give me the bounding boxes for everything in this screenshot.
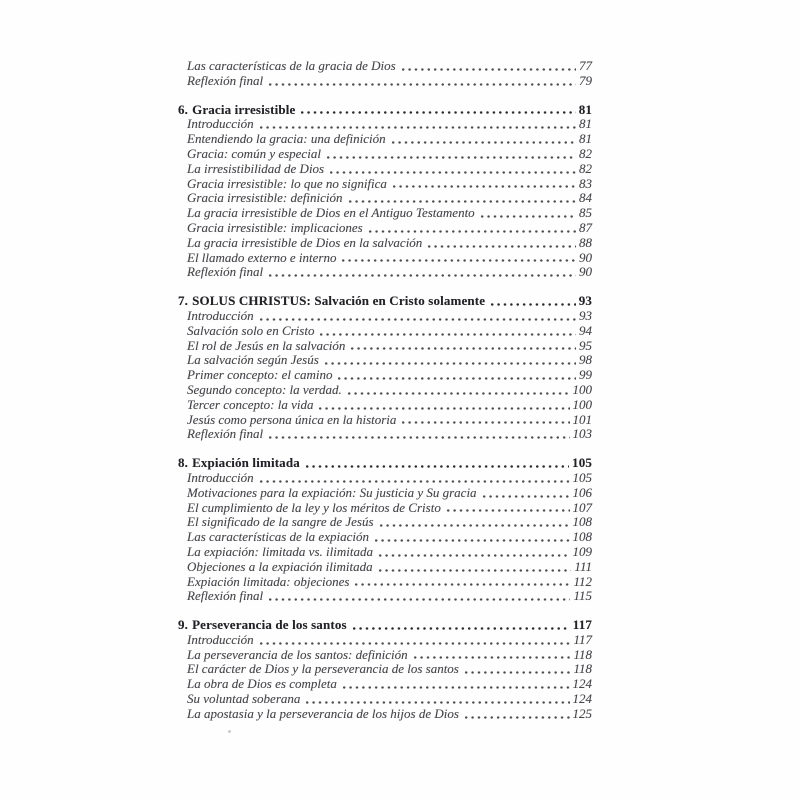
entry-title: Las características de la expiación: [187, 529, 369, 545]
entry-title: Reflexión final: [187, 426, 264, 442]
entry-title: La obra de Dios es completa: [187, 676, 337, 692]
toc-entry-row: [178, 706, 592, 721]
toc-entry-row: [178, 574, 592, 589]
toc-entry-row: [178, 338, 592, 353]
toc-entry-row: [178, 220, 592, 235]
entry-title: Introducción: [187, 307, 254, 323]
dot-leader: [377, 544, 570, 559]
toc-entry-row: [178, 691, 592, 706]
entry-title: El carácter de Dios y la perseverancia de los santos: [187, 661, 459, 677]
page-number: 105: [572, 469, 592, 485]
dot-leader: [346, 382, 570, 397]
page-number: 98: [579, 352, 592, 368]
dot-leader: [267, 588, 570, 603]
page-number: 103: [572, 426, 592, 442]
toc-entry-row: [178, 235, 592, 250]
dot-leader: [481, 485, 570, 500]
dot-leader: [373, 529, 570, 544]
dot-leader: [400, 412, 569, 427]
page-number: 85: [579, 205, 592, 221]
dot-leader: [463, 661, 571, 676]
page-number: 82: [579, 160, 592, 176]
toc-entry-row: [178, 190, 592, 205]
dot-leader: [325, 146, 576, 161]
page-number: 118: [573, 661, 592, 677]
toc-chapter-row: [178, 102, 592, 117]
entry-title: Reflexión final: [187, 72, 264, 88]
dot-leader: [377, 559, 572, 574]
page-number: 94: [579, 322, 592, 338]
toc-entry-row: [178, 323, 592, 338]
page-number: 108: [572, 529, 592, 545]
dot-leader: [258, 116, 576, 131]
dot-leader: [258, 308, 576, 323]
dot-leader: [353, 574, 570, 589]
page-number: 100: [572, 396, 592, 412]
toc-entry-row: [178, 632, 592, 647]
toc-entry-row: [178, 559, 592, 574]
page-number: 93: [579, 307, 592, 323]
toc-entry-row: [178, 647, 592, 662]
dot-leader: [463, 706, 570, 721]
page-number: 124: [572, 676, 592, 692]
dot-leader: [367, 220, 576, 235]
dot-leader: [267, 73, 576, 88]
page-number: 82: [579, 145, 592, 161]
entry-title: Objeciones a la expiación ilimitada: [187, 558, 373, 574]
scan-speck: [228, 730, 231, 733]
entry-title: La irresistibilidad de Dios: [187, 160, 325, 176]
entry-title: Gracia irresistible: implicaciones: [187, 219, 363, 235]
dot-leader: [378, 514, 570, 529]
toc-entry-row: [178, 161, 592, 176]
entry-title: La expiación: limitada vs. ilimitada: [187, 543, 373, 559]
page-number: 109: [572, 543, 592, 559]
dot-leader: [390, 131, 576, 146]
entry-title: La gracia irresistible de Dios en el Antiguo Testamento: [187, 205, 475, 221]
dot-leader: [304, 691, 569, 706]
entry-title: SOLUS CHRISTUS: Salvación en Cristo solamente: [192, 293, 486, 309]
entry-title: Expiación limitada: [192, 455, 300, 471]
entry-title: Segundo concepto: la verdad.: [187, 381, 342, 397]
chapter-number: 8.: [178, 455, 189, 471]
dot-leader: [445, 500, 570, 515]
page-number: 93: [578, 293, 592, 309]
page-number: 77: [579, 58, 592, 73]
toc-entry-row: [178, 676, 592, 691]
dot-leader: [340, 250, 576, 265]
dot-leader: [351, 617, 570, 632]
page-number: 111: [574, 558, 592, 574]
entry-title: Salvación solo en Cristo: [187, 322, 315, 338]
page-number: 99: [579, 367, 592, 383]
toc-entry-row: [178, 352, 592, 367]
dot-leader: [336, 367, 576, 382]
toc-entry-row: [178, 661, 592, 676]
entry-title: Perseverancia de los santos: [192, 617, 347, 633]
entry-title: Las características de la gracia de Dios: [187, 58, 396, 73]
chapter-number: 6.: [178, 101, 189, 117]
entry-title: Entendiendo la gracia: una definición: [187, 131, 386, 147]
dot-leader: [349, 338, 576, 353]
page-number: 84: [579, 190, 592, 206]
page-number: 117: [572, 617, 592, 633]
page-number: 107: [572, 499, 592, 515]
dot-leader: [412, 647, 571, 662]
dot-leader: [304, 455, 569, 470]
entry-title: Gracia: común y especial: [187, 145, 321, 161]
toc-chapter-row: [178, 455, 592, 470]
page-number: 81: [578, 101, 592, 117]
toc-entry-row: [178, 544, 592, 559]
entry-title: Gracia irresistible: definición: [187, 190, 343, 206]
page-number: 124: [572, 691, 592, 707]
dot-leader: [267, 264, 576, 279]
entry-title: La gracia irresistible de Dios en la salvación: [187, 234, 423, 250]
entry-title: Tercer concepto: la vida: [187, 396, 314, 412]
toc-entry-row: [178, 529, 592, 544]
toc-entry-row: [178, 58, 592, 73]
toc-entry-row: [178, 500, 592, 515]
toc-chapter-row: [178, 617, 592, 632]
dot-leader: [489, 293, 575, 308]
toc-entry-row: [178, 367, 592, 382]
entry-title: Introducción: [187, 631, 254, 647]
page-number: 101: [572, 411, 592, 427]
entry-title: El significado de la sangre de Jesús: [187, 514, 374, 530]
entry-title: Reflexión final: [187, 264, 264, 280]
dot-leader: [391, 176, 576, 191]
toc-entry-row: [178, 308, 592, 323]
entry-title: La apostasia y la perseverancia de los hijos de Dios: [187, 705, 459, 721]
page-number: 79: [579, 72, 592, 88]
page-number: 87: [579, 219, 592, 235]
toc-entry-row: [178, 470, 592, 485]
page-number: 117: [573, 631, 592, 647]
entry-title: Introducción: [187, 116, 254, 132]
dot-leader: [328, 161, 576, 176]
toc-entry-row: [178, 588, 592, 603]
page-number: 90: [579, 264, 592, 280]
entry-title: Introducción: [187, 469, 254, 485]
toc-entry-row: [178, 264, 592, 279]
page-number: 88: [579, 234, 592, 250]
toc-chapter-row: [178, 293, 592, 308]
entry-title: El rol de Jesús en la salvación: [187, 337, 346, 353]
page-number: 125: [572, 705, 592, 721]
dot-leader: [317, 397, 569, 412]
entry-title: Expiación limitada: objeciones: [187, 573, 350, 589]
page-number: 81: [579, 116, 592, 132]
page-number: 106: [572, 484, 592, 500]
table-of-contents: [178, 58, 592, 721]
entry-title: Jesús como persona única en la historia: [187, 411, 397, 427]
toc-entry-row: [178, 426, 592, 441]
page-number: 112: [573, 573, 592, 589]
dot-leader: [258, 632, 571, 647]
toc-entry-row: [178, 73, 592, 88]
page-number: 115: [573, 588, 592, 604]
entry-title: Gracia irresistible: lo que no significa: [187, 175, 387, 191]
chapter-number: 7.: [178, 293, 189, 309]
page-number: 105: [572, 455, 592, 471]
toc-entry-row: [178, 382, 592, 397]
toc-entry-row: [178, 205, 592, 220]
dot-leader: [341, 676, 570, 691]
toc-entry-row: [178, 116, 592, 131]
entry-title: El cumplimiento de la ley y los méritos de Cristo: [187, 499, 441, 515]
dot-leader: [258, 470, 570, 485]
dot-leader: [323, 352, 576, 367]
entry-title: Motivaciones para la expiación: Su justicia y Su gracia: [187, 484, 477, 500]
dot-leader: [479, 205, 576, 220]
page-number: 90: [579, 249, 592, 265]
page-number: 81: [579, 131, 592, 147]
entry-title: Reflexión final: [187, 588, 264, 604]
entry-title: La perseverancia de los santos: definición: [187, 646, 408, 662]
dot-leader: [426, 235, 576, 250]
page-number: 95: [579, 337, 592, 353]
dot-leader: [299, 102, 575, 117]
toc-entry-row: [178, 412, 592, 427]
entry-title: Su voluntad soberana: [187, 691, 301, 707]
toc-entry-row: [178, 514, 592, 529]
toc-entry-row: [178, 146, 592, 161]
toc-entry-row: [178, 131, 592, 146]
entry-title: Gracia irresistible: [192, 101, 296, 117]
entry-title: El llamado externo e interno: [187, 249, 337, 265]
dot-leader: [267, 426, 569, 441]
page-number: 118: [573, 646, 592, 662]
toc-entry-row: [178, 485, 592, 500]
page-number: 108: [572, 514, 592, 530]
dot-leader: [400, 58, 576, 73]
dot-leader: [347, 190, 577, 205]
toc-entry-row: [178, 176, 592, 191]
entry-title: La salvación según Jesús: [187, 352, 319, 368]
page-number: 83: [579, 175, 592, 191]
entry-title: Primer concepto: el camino: [187, 367, 333, 383]
toc-entry-row: [178, 397, 592, 412]
chapter-number: 9.: [178, 617, 189, 633]
dot-leader: [318, 323, 576, 338]
toc-entry-row: [178, 250, 592, 265]
page-number: 100: [572, 381, 592, 397]
